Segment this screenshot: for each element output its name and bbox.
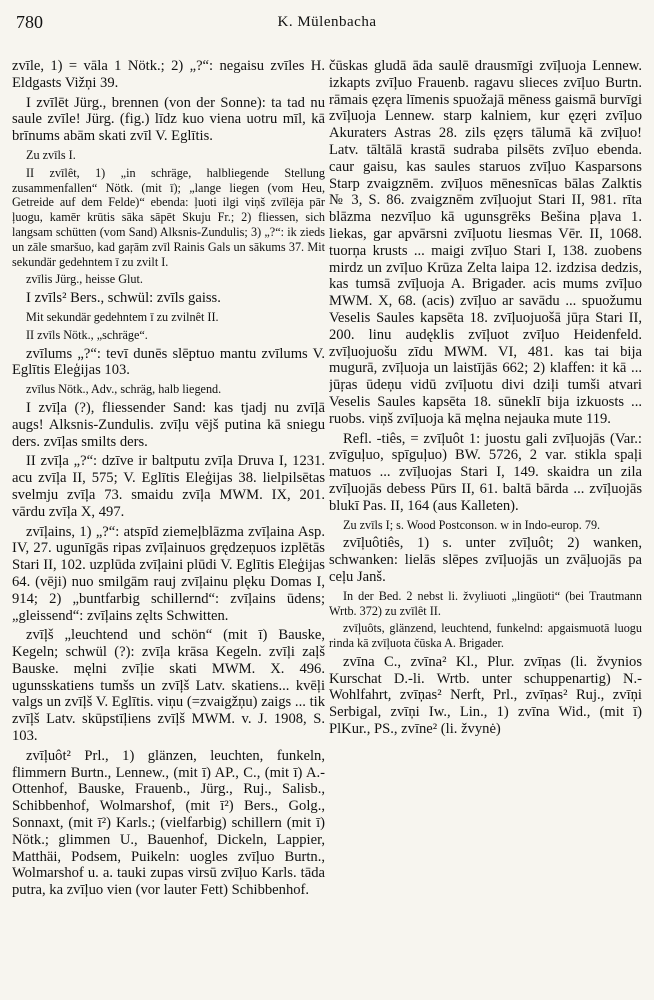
dictionary-entry: zvīļains, 1) „?“: atspīd ziemeļblāzma zvīļaina Asp. IV, 27. ugunīgās ripas zvīļainuos grędzeņuos izplētās Stari II, 102. uzplūda zvīļaini plūdi V. Eglītis Eleģijas 64. (vēji) nuo smilgām rauj zvīļainu plęku Domas I, 914; 2) „buntfarbig schillernd“: zvīļains ūdens; „gleissend“: zvīļains zęlts Schwitten. [12, 523, 325, 624]
dictionary-entry: čūskas gludā āda saulē drausmīgi zvīļuoja Lennew. izkapts zvīļuo Frauenb. ragavu slieces zvīļuo Burtn. rāmais ęzęra līmenis spuožajā mēness gaismā burvīgi zvīļuoja Lennew. starp kalniem, kur ęzęri zvīļuo Akuraters Astras 28. zils ęzęrs tālumā kā zvīļuo! Latv. tāltālā krastā sudraba pilsēts zvīļuo ebenda. caur gaisu, kas saules staruos zvīļuo Kasparsons Starp zvaigznēm. zvīļuos mēnesnīcas bālas Zalktis № 3, S. 86. zvaigznēm zvīļuojut Stari II, 981. rīta blāzma nezvīļuo kā ugunsgrēks Bešina pļava 1. liekas, gar apvārsni zvīļuotu liesmas Vēr. II, 1068. tuorņa krusts ... maigi zvīļuo Stari I, 138. zuobens mirdz un zvīļuo Krūza Zelta laipa 12. izdzisa dedzis, kas tumsā zvīļuoja A. Brigader. acis mums zvīļuo MWM. X, 68. (acis) zvīļuo ar savādu ... spuožumu Veselis Saules kapsēta 18. zvīļuojuošā jūŗa Stari II, 200. linu audęklis zvīļuot zvīļuo Heidenfeld. zvīļuojuošu zīdu MWM. VI, 481. kas tai bija mugurā, zvīļuoja un laistījās 662; 2) klaffen: it kā ... jūŗas ūdeņu vidū zvīļuotu divi dziļi tumši atvari Veselis Saules kapsēta 18. sūneklī bija izkuosts ... ruobs. viņš zvīļuoja kā męlna nejauka mute 119. [329, 58, 642, 427]
dictionary-entry: zvīļš „leuchtend und schön“ (mit ī) Bauske, Kegeln; schwül (?): zvīļa krāsa Kegeln. zvīļi zaļš Bauske. męlni zvīļie skati MWM. X. 496. ugunsskatiens tumšs un zvīļš Latv. skatiens... kvēļi valgs un zvīļš V. Eglītis. viņu (=zvaigžņu) zaigs ... tik zvīļš Latv. skūpstīļiens zvīļš MWM. v. J. 1908, S. 103. [12, 627, 325, 745]
two-column-body [12, 58, 642, 988]
dictionary-entry: zvīlums „?“: tevī dunēs slēptuo mantu zvīlums V. Eglītis Eleģijas 103. [12, 345, 325, 379]
right-column [329, 58, 642, 988]
dictionary-entry: I zvīls² Bers., schwül: zvīls gaiss. [26, 290, 221, 307]
dictionary-entry: Refl. -tiês, = zvīļuôt 1: juostu gali zvīļuojās (Var.: zvīguļuo, spīguļuo) BW. 5726, 2 var. stikla spaļi matuos ... zvīļuojas Stari I, 149. skaidra un zila zvīļuojās debess Pūrs II, 61. baltā bārda ... zvīļuojās blukī Pas. II, 164 (aus Kalleten). [329, 430, 642, 514]
dictionary-entry: zvīlis Jürg., heisse Glut. [26, 272, 143, 287]
page-header [12, 8, 642, 38]
dictionary-entry: zvīlus Nötk., Adv., schräg, halb liegend. [26, 382, 222, 397]
dictionary-entry: zvīle, 1) = vāla 1 Nötk.; 2) „?“: negaisu zvīles H. Eldgasts Vižņi 39. [12, 58, 325, 91]
dictionary-entry: zvīļuôts, glänzend, leuchtend, funkelnd: apgaismuotā luogu rinda kā zvīļuota čūska A. Brigader. [329, 621, 642, 651]
dictionary-entry: Zu zvīls I; s. Wood Postconson. w in Indo-europ. 79. [343, 517, 601, 532]
dictionary-entry: I zvīlēt Jürg., brennen (von der Sonne): ta tad nu saule zvīle! Jürg. (fig.) līdz kuo viena uotru mīl, kā brīnums abām skati zvīl V. Eglītis. [12, 94, 325, 145]
dictionary-entry: zvīļuôt² Prl., 1) glänzen, leuchten, funkeln, flimmern Burtn., Lennew., (mit ī) AP., C., (mit ī) A.-Ottenhof, Bauske, Frauenb., Jürg., Ruj., Salisb., Schibbenhof, Wolmarshof, (mit ī²) Bers., Golg., Sonnaxt, (mit ī²) Karls.; (vielfarbig) schillern (mit ī) Nötk.; glimmen U., Bauenhof, Dickeln, Lappier, Matthäi, Podsem, Puikeln: uogles zvīļuo Burtn., Wolmarshof u. a. tauki zupas virsū zvīļuo Karls. tāda putra, ka zvīļuo vien (vor lauter Fett) Schibbenhof. [12, 747, 325, 899]
dictionary-entry: zvīna C., zvīna² Kl., Plur. zvīņas (li. žvynios Kurschat D.-li. Wrtb. unter schuppenartig) N.-Wohlfahrt, zvīņas² Nerft, Prl., zvīņas² Ruj., zvīņi Serbigal, zvīņi Iw., Lin., 1) zvīna Wid., (mit ī) PlKur., PS., zvīne² (li. žvynė) [329, 653, 642, 738]
dictionary-entry: Zu zvīls I. [26, 147, 76, 162]
dictionary-entry: II zvīls Nötk., „schräge“. [26, 327, 148, 342]
dictionary-entry: Mit sekundär gedehntem ī zu zvilnêt II. [26, 309, 219, 324]
dictionary-entry: In der Bed. 2 nebst li. žvyliuoti „lingüoti“ (bei Trautmann Wrtb. 372) zu zvīlêt II. [329, 588, 642, 618]
page-number: 780 [16, 12, 43, 32]
running-head: K. Mülenbacha [277, 14, 377, 30]
left-column [12, 58, 325, 988]
dictionary-entry: zvīļuôtiês, 1) s. unter zvīļuôt; 2) wanken, schwanken: lielās slēpes zvīļuojās un zvāļuojās pa ceļu Janš. [329, 535, 642, 585]
dictionary-entry: II zvīļa „?“: dzīve ir baltputu zvīļa Druva I, 1231. acu zvīļa II, 575; V. Eglītis Eleģijas 38. lielpilsētas svelmju zvīļa 73. smaidu zvīļa MWM. IX, 201. vārdu zvīļa X, 497. [12, 453, 325, 520]
dictionary-entry: II zvīlêt, 1) „in schräge, halbliegende Stellung zusammenfallen“ Nötk. (mit ī); „lange liegen (vom Heu, Getreide auf dem Felde)“ ebenda: ļuoti ilgi viņš zvīlēja pār ļuogu, kamēr krūtis sāka sāpēt Skuju Fr.; 2) fliessen, sich langsam schütten (vom Sand) Alksnis-Zundulis; 3) „?“: ik zieds un zāle smaršuo, kad gaŗām zvīl Rainis Gals un sākums 37. Mit sekundär gedehntem ī zu zvilt I. [12, 165, 325, 269]
dictionary-entry: I zvīļa (?), fliessender Sand: kas tjadj nu zvīļā augs! Alksnis-Zundulis. zvīļu vējš putina kā sniegu ders. zvīļas smilts ders. [12, 399, 325, 450]
